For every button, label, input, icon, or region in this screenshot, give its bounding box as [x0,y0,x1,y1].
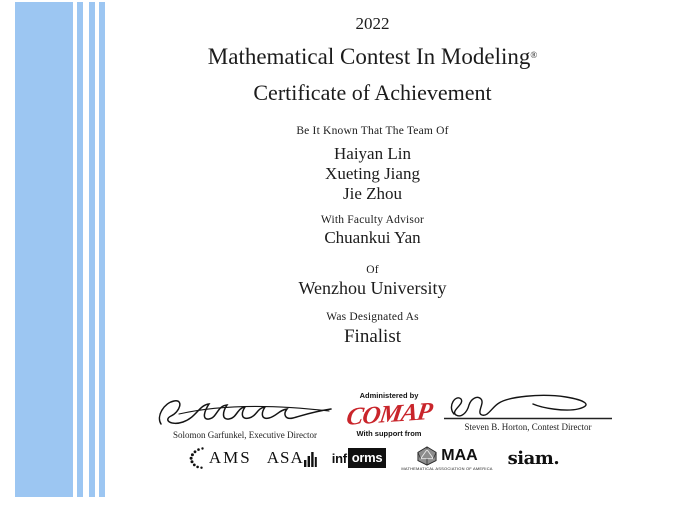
institution-name: Wenzhou University [298,278,447,298]
maa-logo [401,446,492,471]
team-members-list [105,144,640,204]
ams-logo-text: AMS [208,448,252,467]
support-from-label: With support from [356,429,422,438]
administered-by-label: Administered by [359,391,419,400]
executive-director-signature-icon [153,396,337,430]
asa-logo [267,448,317,468]
informs-logo-prefix: inf [331,450,347,466]
executive-director-name: Solomon Garfunkel, Executive Director [173,430,317,440]
advisor-name: Chuankui Yan [324,228,421,247]
team-member-name: Jie Zhou [342,184,403,203]
executive-director-signature-block [147,396,343,440]
maa-logo-text: MAA [441,446,478,464]
team-member-name: Xueting Jiang [325,164,420,183]
siam-logo: siam. [507,447,560,469]
contest-director-name: Steven B. Horton, Contest Director [464,422,592,432]
certificate-subtitle: Certificate of Achievement [253,80,492,105]
registered-trademark-mark: ® [530,50,538,60]
left-stripe-wide [15,2,73,497]
asa-bars-icon [304,448,317,468]
left-stripe-thin-1 [77,2,83,497]
informs-logo [332,448,387,468]
certificate-year: 2022 [355,14,390,33]
sponsor-logos-row [105,443,640,473]
left-stripe-thin-2 [89,2,95,497]
left-stripe-thin-3 [99,2,105,497]
of-label: Of [366,264,379,276]
designated-label: Was Designated As [326,311,419,323]
designation-result: Finalist [343,326,401,347]
team-member-name: Haiyan Lin [334,144,411,163]
maa-logo-caption: MATHEMATICAL ASSOCIATION OF AMERICA [401,465,493,471]
informs-logo-boxed: orms [348,448,387,468]
comap-logo: COMAP [344,398,434,431]
asa-logo-text: ASA [266,448,304,467]
comap-block [327,391,451,438]
ams-logo [186,446,252,470]
certificate-title [105,44,640,70]
maa-polyhedron-icon [416,446,438,466]
contest-director-signature-block [437,392,619,432]
team-intro-label: Be It Known That The Team Of [296,125,449,137]
certificate-title-text: Mathematical Contest In Modeling [207,44,531,69]
contest-director-signature-icon [442,392,614,422]
advisor-label: With Faculty Advisor [320,214,425,226]
ams-dots-icon [186,446,208,470]
